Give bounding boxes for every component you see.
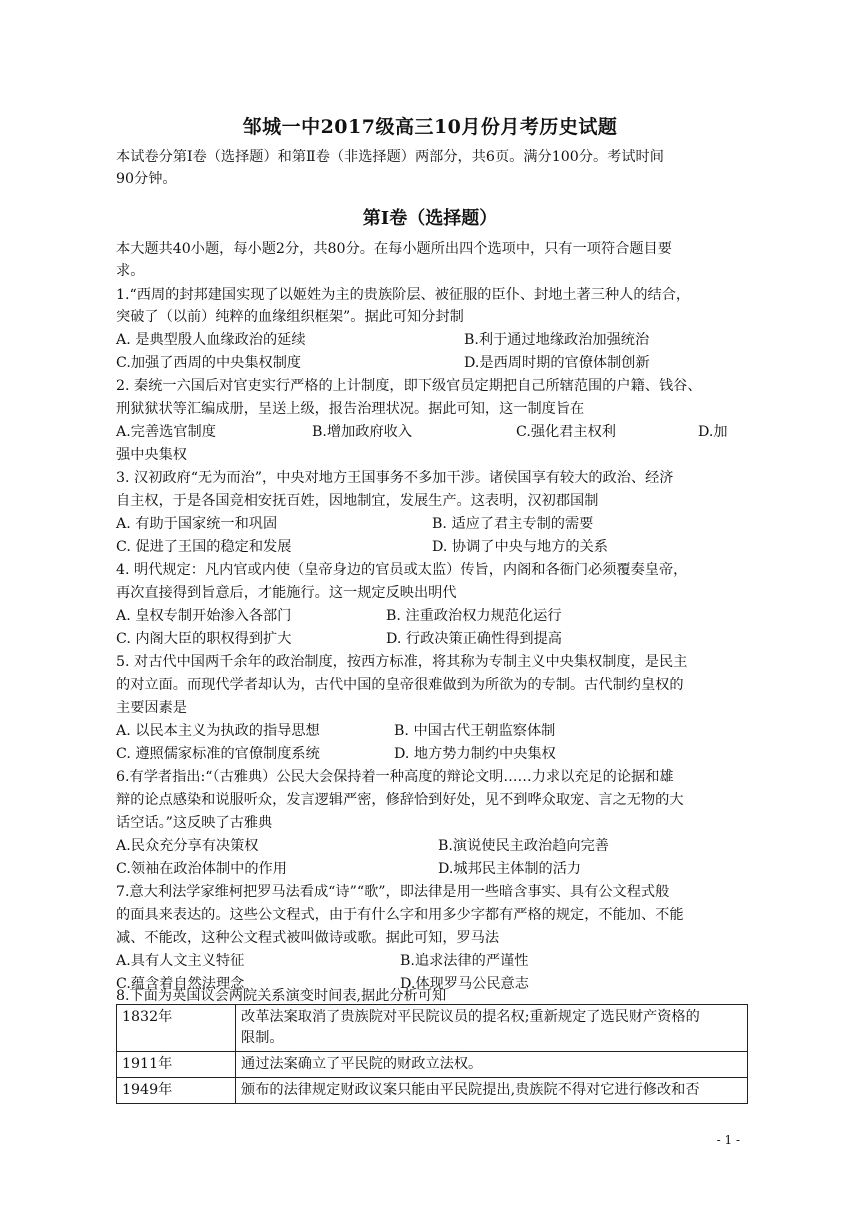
table-row <box>117 1005 748 1052</box>
table-row <box>117 1052 748 1078</box>
q2-option-a: A.完善选官制度 <box>116 424 216 440</box>
q6-option-c: C.领袖在政治体制中的作用 <box>116 861 287 877</box>
table-cell-text <box>236 1005 748 1052</box>
q2-stem-2: 刑狱狱状等汇编成册，呈送上级，报告治理状况。据此可知，这一制度旨在 <box>116 401 585 417</box>
q3-option-d: D. 协调了中央与地方的关系 <box>432 539 608 555</box>
q7-option-c: C.蕴含着自然法理念 <box>116 976 245 992</box>
q3-stem-2: 自主权，于是各国竞相安抚百姓，因地制宜，发展生产。这表明，汉初郡国制 <box>116 493 599 509</box>
q1-option-a: A. 是典型殷人血缘政治的延续 <box>116 332 306 348</box>
q6-option-a: A.民众充分享有决策权 <box>116 838 259 854</box>
parliament-timeline-table <box>116 1004 748 1104</box>
q2-option-d-cont: 强中央集权 <box>116 447 187 463</box>
q2-stem-1: 2. 秦统一六国后对官吏实行严格的上计制度，即下级官员定期把自己所辖范围的户籍、钱谷、 <box>116 378 702 394</box>
q7-stem-1: 7.意大利法学家维柯把罗马法看成“诗”“歌”，即法律是用一些暗含事实、具有公文程式般 <box>116 884 670 900</box>
q4-option-a: A. 皇权专制开始渗入各部门 <box>116 608 292 624</box>
q1-option-c: C.加强了西周的中央集权制度 <box>116 355 302 371</box>
table-cell-line: 颁布的法律规定财政议案只能由平民院提出,贵族院不得对它进行修改和否 <box>241 1082 700 1098</box>
q1-stem-1: 1.“西周的封邦建国实现了以姬姓为主的贵族阶层、被征服的臣仆、封地土著三种人的结合， <box>116 287 691 303</box>
q6-stem-3: 话空话。”这反映了古雅典 <box>116 815 273 831</box>
q2-option-d: D.加 <box>698 424 728 440</box>
q7-option-b: B.追求法律的严谨性 <box>400 953 529 969</box>
q4-stem-2: 再次直接得到旨意后，才能施行。这一规定反映出明代 <box>116 585 457 601</box>
section-intro-line-1: 本大题共40小题，每小题2分，共80分。在每小题所出四个选项中，只有一项符合题目要 <box>116 241 672 257</box>
q4-option-d: D. 行政决策正确性得到提高 <box>386 631 562 647</box>
q8-stem: 8.下面为英国议会两院关系演变时间表,据此分析可知 <box>116 988 447 1004</box>
q6-option-d: D.城邦民主体制的活力 <box>438 861 582 877</box>
q7-option-a: A.具有人文主义特征 <box>116 953 245 969</box>
q5-stem-3: 主要因素是 <box>116 700 187 716</box>
exam-title: 邹城一中2017级高三10月份月考历史试题 <box>242 116 618 138</box>
q3-option-a: A. 有助于国家统一和巩固 <box>116 516 278 532</box>
q7-stem-3: 减、不能改，这种公文程式被叫做诗或歌。据此可知，罗马法 <box>116 930 500 946</box>
table-cell-text <box>236 1078 748 1104</box>
intro-line-2: 90分钟。 <box>116 171 177 187</box>
q4-option-b: B. 注重政治权力规范化运行 <box>386 608 562 624</box>
q2-option-c: C.强化君主权利 <box>516 424 616 440</box>
q5-stem-1: 5. 对古代中国两千余年的政治制度，按西方标准，将其称为专制主义中央集权制度，是民主 <box>116 654 688 670</box>
table-cell-year: 1949年 <box>117 1078 236 1104</box>
q5-option-d: D. 地方势力制约中央集权 <box>394 746 556 762</box>
table-cell-line: 通过法案确立了平民院的财政立法权。 <box>241 1056 483 1072</box>
q1-option-b: B.利于通过地缘政治加强统治 <box>464 332 650 348</box>
table-cell-text <box>236 1052 748 1078</box>
section-intro-line-2: 求。 <box>116 263 145 279</box>
table-row <box>117 1078 748 1104</box>
intro-line-1: 本试卷分第Ⅰ卷（选择题）和第Ⅱ卷（非选择题）两部分，共6页。满分100分。考试时间 <box>116 149 664 165</box>
q3-option-b: B. 适应了君主专制的需要 <box>432 516 594 532</box>
table-cell-year: 1911年 <box>117 1052 236 1078</box>
page-number: - 1 - <box>716 1133 740 1147</box>
q2-option-b: B.增加政府收入 <box>312 424 413 440</box>
table-cell-line: 限制。 <box>241 1030 284 1046</box>
section-title: 第Ⅰ卷（选择题） <box>362 208 498 229</box>
table-cell-year: 1832年 <box>117 1005 236 1052</box>
table-cell-line: 改革法案取消了贵族院对平民院议员的提名权;重新规定了选民财产资格的 <box>241 1009 700 1025</box>
q7-stem-2: 的面具来表达的。这些公文程式，由于有什么字和用多少字都有严格的规定，不能加、不能 <box>116 907 684 923</box>
q6-stem-1: 6.有学者指出:“（古雅典）公民大会保持着一种高度的辩论文明……力求以充足的论据和雄 <box>116 769 674 785</box>
q4-option-c: C. 内阁大臣的职权得到扩大 <box>116 631 292 647</box>
q4-stem-1: 4. 明代规定：凡内官或内使（皇帝身边的官员或太监）传旨，内阁和各衙门必须覆奏皇帝， <box>116 562 688 578</box>
q6-option-b: B.演说使民主政治趋向完善 <box>438 838 609 854</box>
q3-option-c: C. 促进了王国的稳定和发展 <box>116 539 292 555</box>
q5-option-a: A. 以民本主义为执政的指导思想 <box>116 723 320 739</box>
q1-stem-2: 突破了（以前）纯粹的血缘组织框架”。据此可知分封制 <box>116 309 464 325</box>
q5-option-b: B. 中国古代王朝监察体制 <box>394 723 556 739</box>
q3-stem-1: 3. 汉初政府“无为而治”，中央对地方王国事务不多加干涉。诸侯国享有较大的政治、经济 <box>116 470 674 486</box>
q1-option-d: D.是西周时期的官僚体制创新 <box>464 355 650 371</box>
q7-option-d: D.体现罗马公民意志 <box>400 976 529 992</box>
q5-option-c: C. 遵照儒家标准的官僚制度系统 <box>116 746 320 762</box>
q5-stem-2: 的对立面。而现代学者却认为，古代中国的皇帝很难做到为所欲为的专制。古代制约皇权的 <box>116 677 684 693</box>
q6-stem-2: 辩的论点感染和说服听众，发言逻辑严密，修辞恰到好处，见不到哗众取宠、言之无物的大 <box>116 792 684 808</box>
